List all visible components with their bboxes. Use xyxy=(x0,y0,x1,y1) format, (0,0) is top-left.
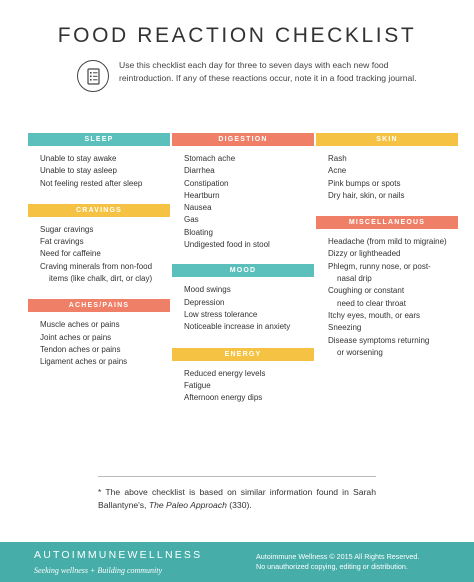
list-item: Unable to stay awake xyxy=(40,154,117,163)
list-item-line: Coughing or constant xyxy=(328,286,405,296)
source-note-prefix: * The above checklist is based on similar information found in Sarah Ballantyne's, xyxy=(98,487,376,510)
list-item: Ligament aches or pains xyxy=(40,357,128,367)
list-item-line: items (like chalk, dirt, or clay) xyxy=(49,274,153,284)
section-mood xyxy=(172,264,314,333)
list-item: Dry hair, skin, or nails xyxy=(328,190,405,200)
section-sleep xyxy=(28,133,170,190)
copyright-line: No unauthorized copying, editing or distribution. xyxy=(256,562,408,571)
energy-list xyxy=(172,368,314,405)
section-heading-misc: MISCELLANEOUS xyxy=(316,216,458,229)
list-item: Stomach ache xyxy=(184,154,236,163)
skin-list xyxy=(316,153,458,202)
list-item: Diarrhea xyxy=(184,166,215,176)
list-item: Acne xyxy=(328,166,347,176)
section-heading-digestion: DIGESTION xyxy=(172,133,314,146)
cravings-list xyxy=(28,224,170,285)
list-item: Sugar cravings xyxy=(40,224,94,234)
list-item xyxy=(328,285,458,310)
footer-tagline: Seeking wellness + Building community xyxy=(34,566,163,575)
intro-text: Use this checklist each day for three to seven days with each new food reintroduction. If any of these reactions occur, note it in a food tracking journal. xyxy=(119,60,417,83)
mood-list xyxy=(172,284,314,333)
column-right xyxy=(316,133,458,371)
list-item: Undigested food in stool xyxy=(184,240,270,250)
list-item-line: or worsening xyxy=(337,347,383,357)
list-item: Sneezing xyxy=(328,323,362,333)
list-item xyxy=(328,261,458,286)
list-item-line: Disease symptoms returning xyxy=(328,335,430,345)
list-item: Joint aches or pains xyxy=(40,332,112,342)
section-skin xyxy=(316,133,458,202)
list-item: Gas xyxy=(184,215,199,225)
section-cravings xyxy=(28,204,170,285)
list-item xyxy=(40,261,170,286)
source-note xyxy=(98,486,376,511)
section-heading-mood: MOOD xyxy=(172,264,314,277)
list-item: Fatigue xyxy=(184,380,211,390)
list-item: Muscle aches or pains xyxy=(40,320,120,330)
section-energy xyxy=(172,348,314,405)
list-item: Reduced energy levels xyxy=(184,368,266,378)
list-item: Low stress tolerance xyxy=(184,309,258,319)
page-title: FOOD REACTION CHECKLIST xyxy=(57,24,417,47)
list-item-line: Craving minerals from non-food xyxy=(40,261,153,271)
section-heading-sleep: SLEEP xyxy=(28,133,170,146)
list-item: Itchy eyes, mouth, or ears xyxy=(328,310,421,320)
section-heading-aches: ACHES/PAINS xyxy=(28,299,170,312)
misc-list xyxy=(316,236,458,359)
list-item: Not feeling rested after sleep xyxy=(40,178,143,188)
list-item: Afternoon energy dips xyxy=(184,393,263,403)
copyright-line: Autoimmune Wellness © 2015 All Rights Reserved. xyxy=(256,552,420,561)
list-item: Tendon aches or pains xyxy=(40,344,121,354)
section-heading-cravings: CRAVINGS xyxy=(28,204,170,217)
digestion-list xyxy=(172,153,314,251)
list-item: Dizzy or lightheaded xyxy=(328,249,401,259)
list-item: Bloating xyxy=(184,227,213,237)
source-note-suffix: (330). xyxy=(226,499,252,510)
list-item: Mood swings xyxy=(184,285,231,295)
note-divider xyxy=(98,476,376,477)
list-item: Headache (from mild to migraine) xyxy=(328,237,447,247)
list-item-line: nasal drip xyxy=(337,274,372,284)
list-item: Pink bumps or spots xyxy=(328,178,401,188)
list-item-line: need to clear throat xyxy=(337,298,406,308)
footer-copyright xyxy=(256,552,456,572)
footer-bar xyxy=(0,542,474,582)
footer-brand: AUTOIMMUNEWELLNESS xyxy=(34,549,203,561)
list-item: Nausea xyxy=(184,203,212,213)
list-item: Constipation xyxy=(184,178,229,188)
section-heading-energy: ENERGY xyxy=(172,348,314,361)
list-item: Noticeable increase in anxiety xyxy=(184,322,291,332)
list-item: Rash xyxy=(328,154,347,163)
column-middle xyxy=(172,133,314,416)
list-item: Need for caffeine xyxy=(40,249,101,259)
section-aches xyxy=(28,299,170,368)
checklist-icon xyxy=(77,60,109,92)
list-item: Unable to stay asleep xyxy=(40,166,117,176)
list-item xyxy=(328,335,458,360)
section-heading-skin: SKIN xyxy=(316,133,458,146)
list-item-line: Phlegm, runny nose, or post- xyxy=(328,261,431,271)
list-item: Fat cravings xyxy=(40,237,84,247)
list-item: Depression xyxy=(184,297,225,307)
section-misc xyxy=(316,216,458,359)
list-item: Heartburn xyxy=(184,190,220,200)
sleep-list xyxy=(28,153,170,190)
column-left xyxy=(28,133,170,381)
aches-list xyxy=(28,319,170,368)
source-note-book: The Paleo Approach xyxy=(148,499,227,510)
section-digestion xyxy=(172,133,314,251)
